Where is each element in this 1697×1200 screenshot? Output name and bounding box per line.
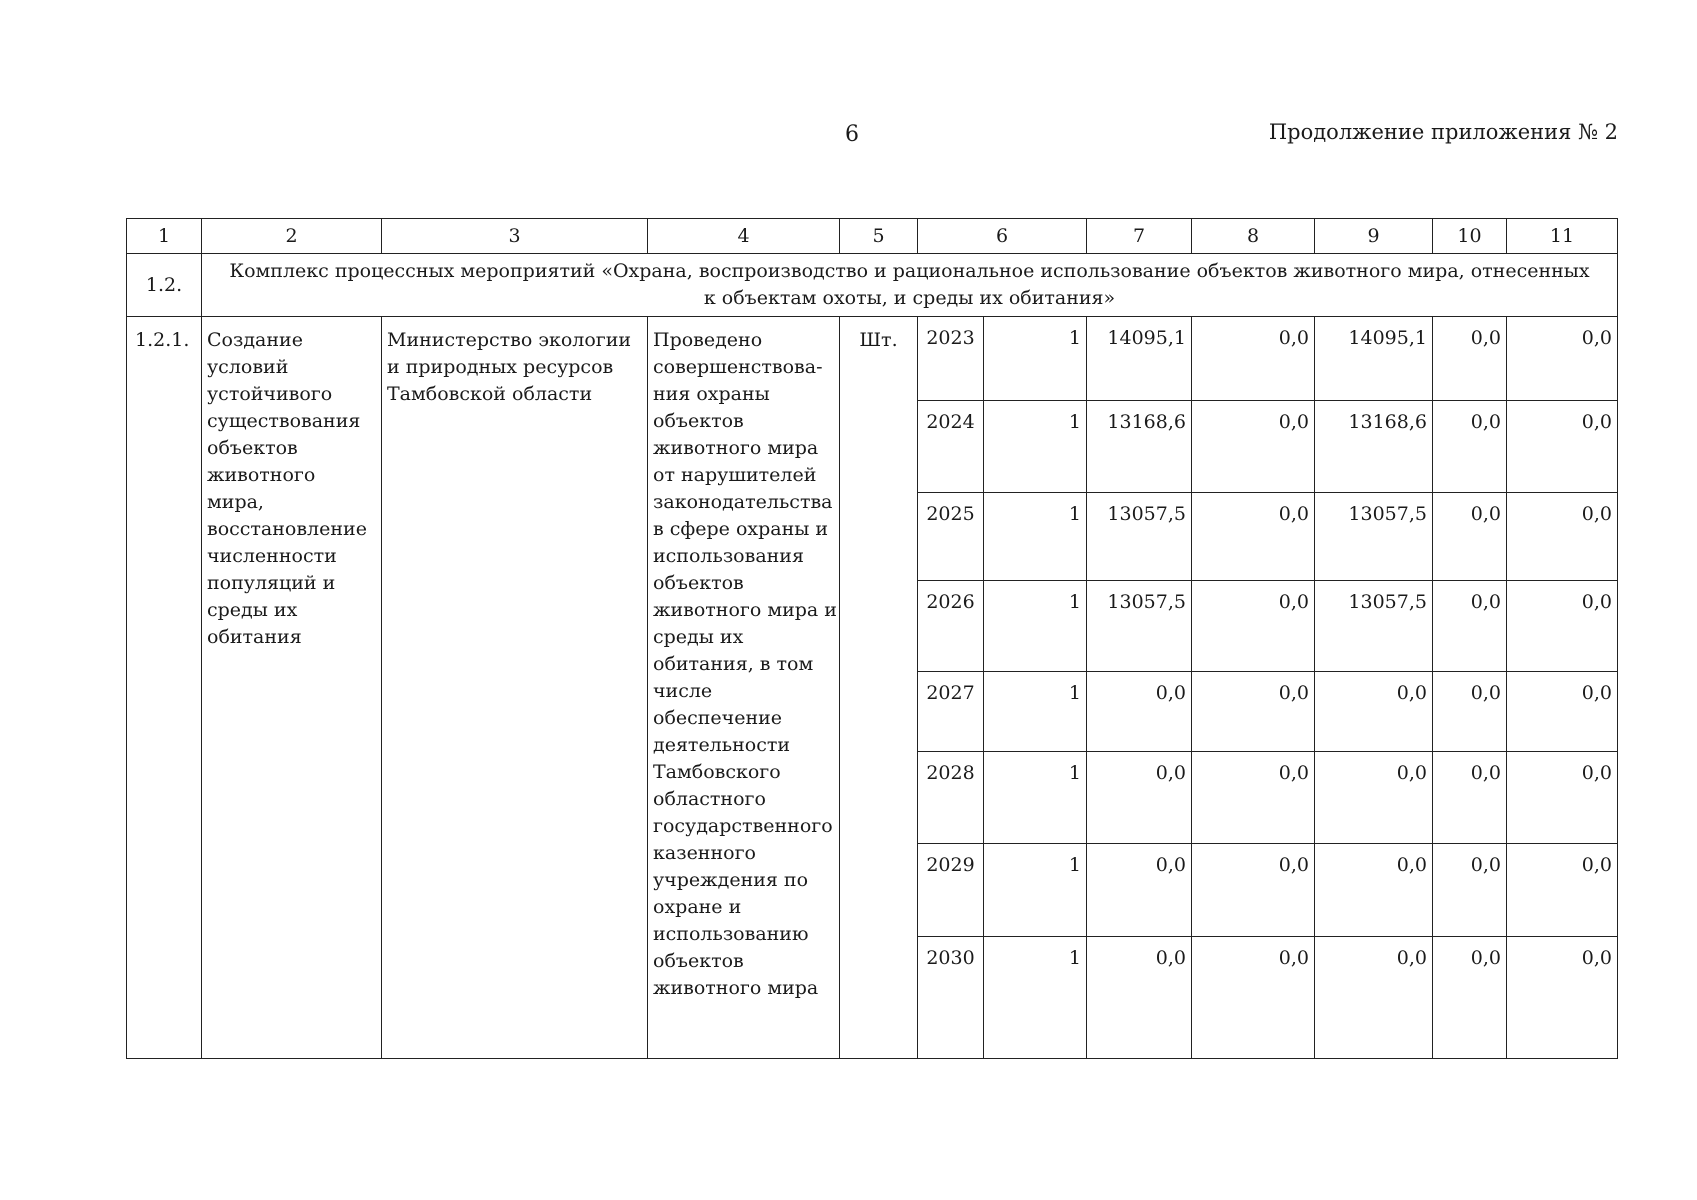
item-result [648, 317, 840, 1059]
column-number: 7 [1087, 219, 1192, 254]
text-line: объектов [653, 950, 744, 972]
municipal-cell: 0,0 [1433, 844, 1507, 937]
text-line: среды их [207, 599, 298, 621]
text-line: животного мира [653, 977, 819, 999]
year-cell: 2030 [918, 937, 984, 1059]
column-number: 5 [840, 219, 918, 254]
text-line: учреждения по [653, 869, 809, 891]
text-line: охране и [653, 896, 742, 918]
text-line: животного мира и [653, 599, 837, 621]
year-cell: 2023 [918, 317, 984, 401]
municipal-cell: 0,0 [1433, 672, 1507, 752]
table-row [127, 317, 1618, 401]
year-cell: 2025 [918, 493, 984, 581]
page-number: 6 [845, 122, 859, 147]
item-unit: Шт. [840, 317, 918, 1059]
column-number: 6 [918, 219, 1087, 254]
text-line: ния охраны [653, 383, 770, 405]
item-number: 1.2.1. [127, 317, 202, 1059]
text-line: Тамбовского [653, 761, 781, 783]
text-line: условий [207, 356, 289, 378]
section-row [127, 254, 1618, 317]
other-cell: 0,0 [1507, 672, 1618, 752]
text-line: использованию [653, 923, 809, 945]
appendix-continuation-label: Продолжение приложения № 2 [1268, 120, 1618, 144]
item-executor [382, 317, 648, 1059]
federal-cell: 0,0 [1192, 317, 1315, 401]
value-cell: 1 [984, 844, 1087, 937]
text-line: восстановление [207, 518, 367, 540]
other-cell: 0,0 [1507, 317, 1618, 401]
federal-cell: 0,0 [1192, 581, 1315, 672]
text-line: деятельности [653, 734, 791, 756]
federal-cell: 0,0 [1192, 844, 1315, 937]
item-name [202, 317, 382, 1059]
column-number: 1 [127, 219, 202, 254]
text-line: объектов [653, 410, 744, 432]
municipal-cell: 0,0 [1433, 752, 1507, 844]
text-line: государственного [653, 815, 833, 837]
text-line: Министерство экологии [387, 329, 632, 351]
column-number-row [127, 219, 1618, 254]
value-cell: 1 [984, 581, 1087, 672]
value-cell: 1 [984, 401, 1087, 493]
year-cell: 2026 [918, 581, 984, 672]
total-cell: 13057,5 [1087, 581, 1192, 672]
year-cell: 2024 [918, 401, 984, 493]
municipal-cell: 0,0 [1433, 317, 1507, 401]
column-number: 8 [1192, 219, 1315, 254]
text-line: казенного [653, 842, 756, 864]
value-cell: 1 [984, 493, 1087, 581]
total-cell: 13168,6 [1087, 401, 1192, 493]
regional-cell: 13057,5 [1315, 493, 1433, 581]
year-cell: 2027 [918, 672, 984, 752]
text-line: численности [207, 545, 337, 567]
value-cell: 1 [984, 937, 1087, 1059]
text-line: объектов [653, 572, 744, 594]
federal-cell: 0,0 [1192, 937, 1315, 1059]
regional-cell: 0,0 [1315, 937, 1433, 1059]
total-cell: 14095,1 [1087, 317, 1192, 401]
municipal-cell: 0,0 [1433, 937, 1507, 1059]
value-cell: 1 [984, 317, 1087, 401]
municipal-cell: 0,0 [1433, 581, 1507, 672]
total-cell: 13057,5 [1087, 493, 1192, 581]
regional-cell: 0,0 [1315, 844, 1433, 937]
text-line: от нарушителей [653, 464, 817, 486]
column-number: 2 [202, 219, 382, 254]
text-line: Проведено [653, 329, 763, 351]
total-cell: 0,0 [1087, 844, 1192, 937]
federal-cell: 0,0 [1192, 752, 1315, 844]
regional-cell: 13057,5 [1315, 581, 1433, 672]
year-cell: 2028 [918, 752, 984, 844]
text-line: популяций и [207, 572, 336, 594]
text-line: животного мира, [207, 464, 316, 513]
text-line: обитания, в том [653, 653, 814, 675]
other-cell: 0,0 [1507, 937, 1618, 1059]
federal-cell: 0,0 [1192, 401, 1315, 493]
text-line: использования [653, 545, 804, 567]
total-cell: 0,0 [1087, 752, 1192, 844]
column-number: 3 [382, 219, 648, 254]
text-line: среды их [653, 626, 744, 648]
federal-cell: 0,0 [1192, 493, 1315, 581]
text-line: законодательства [653, 491, 833, 513]
text-line: животного мира [653, 437, 819, 459]
text-line: и природных ресурсов [387, 356, 614, 378]
other-cell: 0,0 [1507, 493, 1618, 581]
other-cell: 0,0 [1507, 844, 1618, 937]
other-cell: 0,0 [1507, 581, 1618, 672]
column-number: 11 [1507, 219, 1618, 254]
federal-cell: 0,0 [1192, 672, 1315, 752]
text-line: Тамбовской области [387, 383, 593, 405]
regional-cell: 13168,6 [1315, 401, 1433, 493]
text-line: обеспечение [653, 707, 783, 729]
municipal-cell: 0,0 [1433, 493, 1507, 581]
text-line: числе [653, 680, 713, 702]
text-line: существования [207, 410, 361, 432]
text-line: объектов [207, 437, 298, 459]
text-line: устойчивого [207, 383, 333, 405]
column-number: 9 [1315, 219, 1433, 254]
year-cell: 2029 [918, 844, 984, 937]
text-line: Создание [207, 329, 303, 351]
text-line: совершенствова- [653, 356, 823, 378]
text-line: в сфере охраны и [653, 518, 829, 540]
appendix-table [126, 218, 1618, 1059]
value-cell: 1 [984, 672, 1087, 752]
total-cell: 0,0 [1087, 672, 1192, 752]
text-line: обитания [207, 626, 302, 648]
municipal-cell: 0,0 [1433, 401, 1507, 493]
regional-cell: 0,0 [1315, 752, 1433, 844]
regional-cell: 0,0 [1315, 672, 1433, 752]
column-number: 10 [1433, 219, 1507, 254]
section-title: Комплекс процессных мероприятий «Охрана, воспроизводство и рациональное использование объектов животного мира, отнесенных к объектам охоты, и среды их обитания» [202, 254, 1618, 317]
other-cell: 0,0 [1507, 401, 1618, 493]
value-cell: 1 [984, 752, 1087, 844]
total-cell: 0,0 [1087, 937, 1192, 1059]
other-cell: 0,0 [1507, 752, 1618, 844]
regional-cell: 14095,1 [1315, 317, 1433, 401]
column-number: 4 [648, 219, 840, 254]
text-line: областного [653, 788, 766, 810]
section-number: 1.2. [127, 254, 202, 317]
